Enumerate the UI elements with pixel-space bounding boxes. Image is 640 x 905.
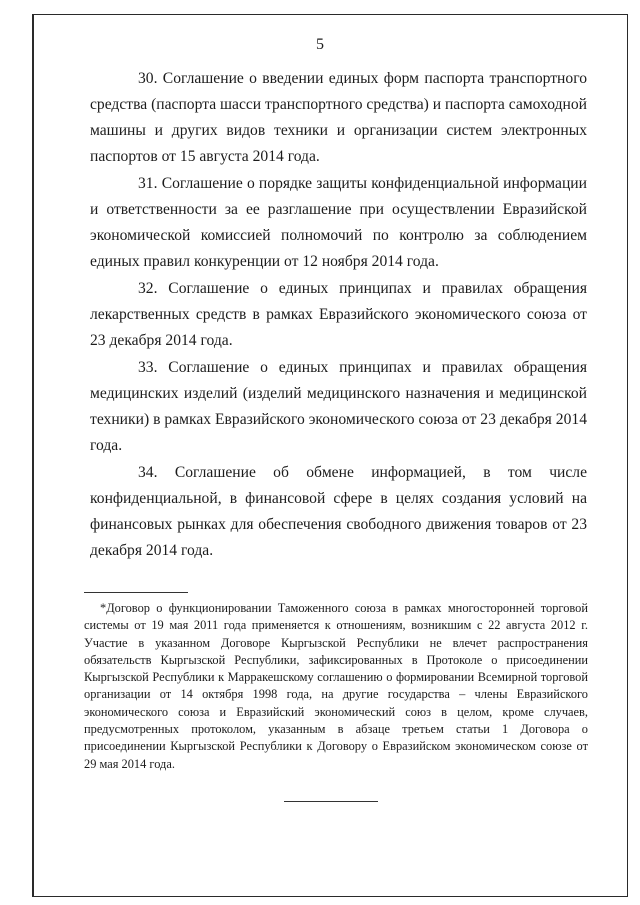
- agreement-item-30: 30. Соглашение о введении единых форм паспорта транспортного средства (паспорта шасси транспортного средства) и паспорта самоходной машины и других видов техники и организации систем электронных паспортов от 15 августа 2014 года.: [90, 70, 587, 165]
- end-divider: [284, 801, 378, 802]
- page-number: 5: [316, 36, 324, 53]
- agreement-item-34: 34. Соглашение об обмене информацией, в том числе конфиденциальной, в финансовой сфере в целях создания условий на финансовых рынках для обеспечения свободного движения товаров от 23 декабря 2014 года.: [90, 464, 587, 559]
- footnote-text: *Договор о функционировании Таможенного союза в рамках многосторонней торговой системы от 19 мая 2011 года применяется к отношениям, возникшим с 22 августа 2012 г. Участие в указанном Договоре Кыргызской Республики не влечет распространения обязательств Кыргызской Республики, зафиксированных в Протоколе о присоединении Кыргызской Республики к Марракешскому соглашению о формировании Всемирной торговой организации от 14 октября 1998 года, на другие государства – члены Евразийского экономического союза и Евразийский экономический союз в целом, кроме случаев, предусмотренных протоколом, указанным в абзаце третьем статьи 1 Договора о присоединении Кыргызской Республики к Договору о Евразийском экономическом союзе от 29 мая 2014 года.: [84, 601, 588, 771]
- footnote-separator: [84, 592, 188, 593]
- agreement-item-32: 32. Соглашение о единых принципах и правилах обращения лекарственных средств в рамках Евразийского экономического союза от 23 декабря 2014 года.: [90, 280, 587, 349]
- agreement-item-33: 33. Соглашение о единых принципах и правилах обращения медицинских изделий (изделий медицинского назначения и медицинской техники) в рамках Евразийского экономического союза от 23 декабря 2014 года.: [90, 359, 587, 454]
- document-body: [90, 66, 587, 565]
- agreement-item-31: 31. Соглашение о порядке защиты конфиденциальной информации и ответственности за ее разглашение при осуществлении Евразийской экономической комиссией полномочий по контролю за соблюдением единых правил конкуренции от 12 ноября 2014 года.: [90, 175, 587, 270]
